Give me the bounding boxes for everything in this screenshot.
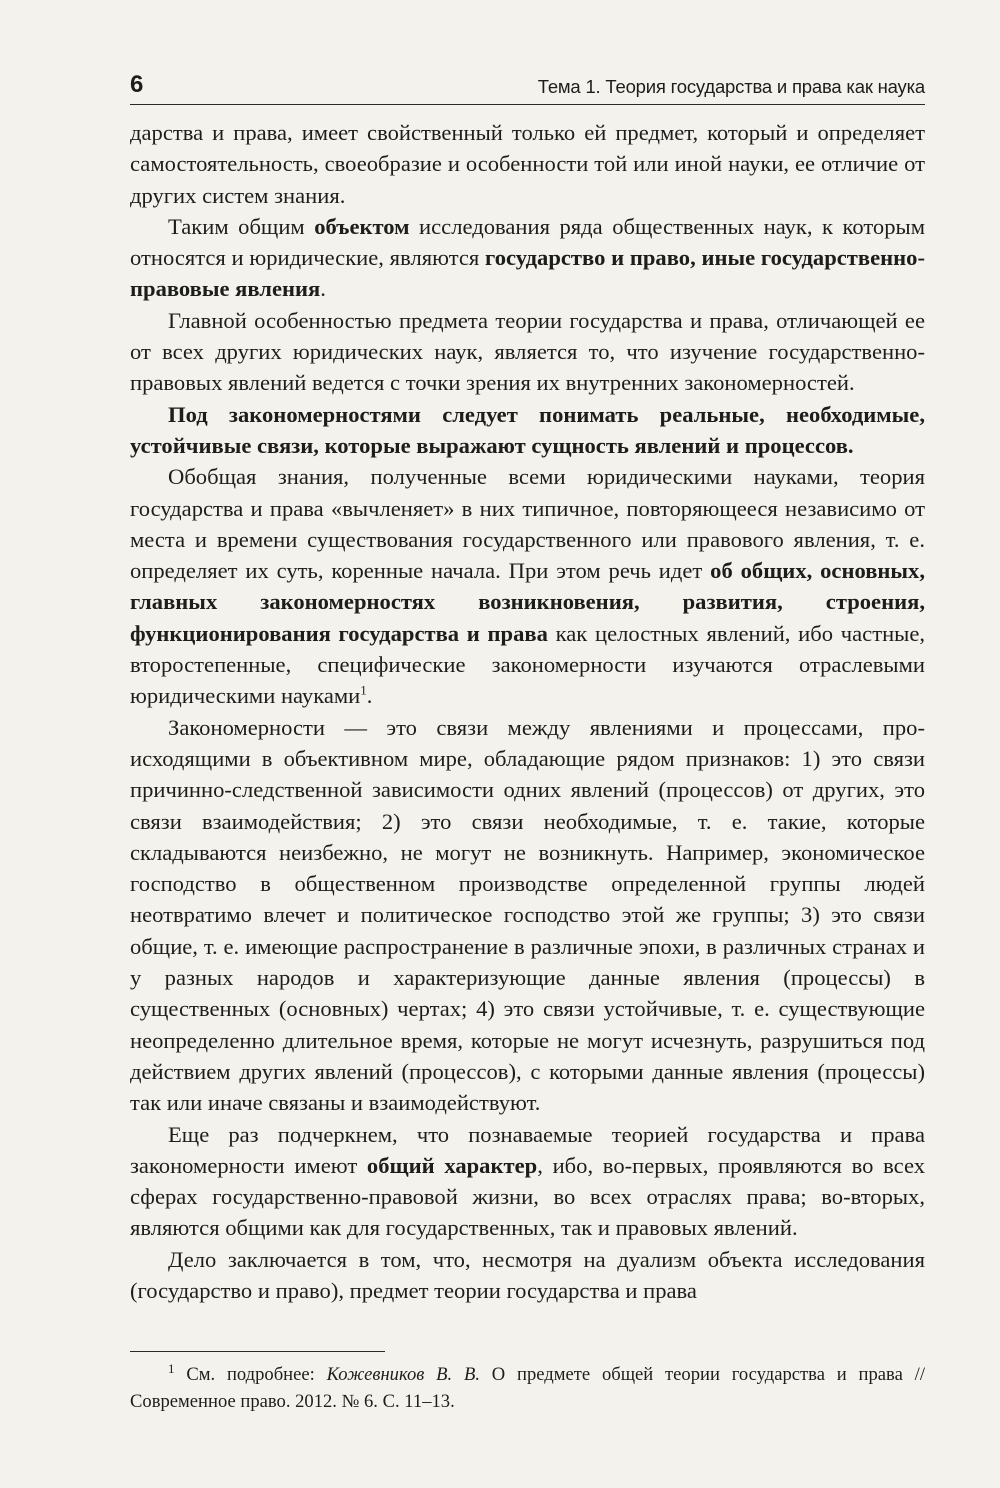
text-run: Обобщая знания, полученные всеми юридическими науками, теория государства и права «вычленяет» в них типичное, повторяющееся независимо от места и времени существования государственного или правового явления, т. е. определяет их суть, коренные начала. При этом речь идет <box>130 464 925 584</box>
text-run: Еще раз подчеркнем, что познаваемые теорией государства и права закономерности имеют <box>130 1121 925 1178</box>
bold-text-run: объектом <box>314 213 410 239</box>
body-text <box>130 117 925 1306</box>
text-run: Таким общим <box>168 213 315 239</box>
text-run: Закономерности — это связи между явлениями и процессами, происходящими в объективном мире, обладающие рядом признаков: 1) это связи причинно-следственной зависимости одних явлений (процессов) от других, это связи взаимодействия; 2) это связи необходимые, т. е. такие, которые складываются неизбежно, не могут не возникнуть. Например, экономическое господство в общественном производстве определенной группы людей неотвратимо влечет и политическое господство этой же группы; 3) это связи общие, т. е. имеющие распространение в различные эпохи, в различных странах и у разных народов и характеризующие данные явления (процессы) в существенных (основных) чертах; 4) это связи устойчивые, т. е. существующие неопределенно длительное время, которые не могут исчезнуть, разрушиться под действием других явлений (процессов), с которыми данные явления (процессы) так или иначе связаны и взаимодействуют. <box>130 714 925 1116</box>
text-run: исследования ряда общественных наук, к которым относятся и юридические, являются <box>130 213 925 271</box>
bold-text-run: государство и право, иные государственно-правовые явления <box>130 245 925 302</box>
running-header <box>130 70 925 105</box>
text-run: . <box>366 683 373 709</box>
text-run: . <box>320 276 326 302</box>
paragraph-3 <box>130 305 925 399</box>
paragraph-5 <box>130 461 925 711</box>
footnote <box>130 1361 925 1415</box>
page-number: 6 <box>130 71 144 98</box>
text-run: Главной особенностью предмета теории государства и права, отличающей ее от всех других юридических наук, является то, что изучение государственно-правовых явлений ведется с точки зрения их внутренних закономерностей. <box>130 307 925 396</box>
text-run: , ибо, во-первых, проявляются во всех сферах государственно-правовой жизни, во всех отраслях права; во-вторых, являются общими как для государственных, так и правовых явлений. <box>130 1152 925 1241</box>
paragraph-7 <box>130 1119 925 1244</box>
bold-text-run: Под закономерностями следует понимать реальные, необходимые, устойчивые связи, которые выражают сущность явлений и процессов. <box>130 401 925 458</box>
chapter-title: Тема 1. Теория государства и права как наука <box>537 76 925 97</box>
footnote-divider <box>130 1351 385 1352</box>
bold-text-run: общий характер <box>366 1152 538 1178</box>
footnote-reference-marker: 1 <box>360 682 367 698</box>
paragraph-4-definition <box>130 399 925 462</box>
paragraph-1 <box>130 117 925 211</box>
footnote-reference: О предмете общей теории государства и права // Современное право. 2012. № 6. С. 11–13. <box>130 1364 925 1412</box>
footnote-lead: См. подробнее: <box>174 1364 327 1385</box>
paragraph-2 <box>130 211 925 305</box>
paragraph-6 <box>130 712 925 1119</box>
text-run: дарства и права, имеет свойственный только ей предмет, который и определяет самостоятельность, своеобразие и особенности той или иной науки, ее отличие от других систем знания. <box>130 120 925 208</box>
footnote-author: Кожевников В. В. <box>326 1364 480 1385</box>
bold-text-run: об общих, основных, главных закономерностях возникновения, развития, строения, функционирования государства и права <box>130 558 926 646</box>
paragraph-8 <box>130 1244 925 1307</box>
text-run: как целостных явлений, ибо частные, второстепенные, специфические закономерности изучаются отраслевыми юридическими науками <box>130 620 926 709</box>
text-run: Дело заключается в том, что, несмотря на дуализм объекта исследования (государство и право), предмет теории государства и права <box>130 1246 925 1303</box>
footnote-marker: 1 <box>168 1360 175 1376</box>
